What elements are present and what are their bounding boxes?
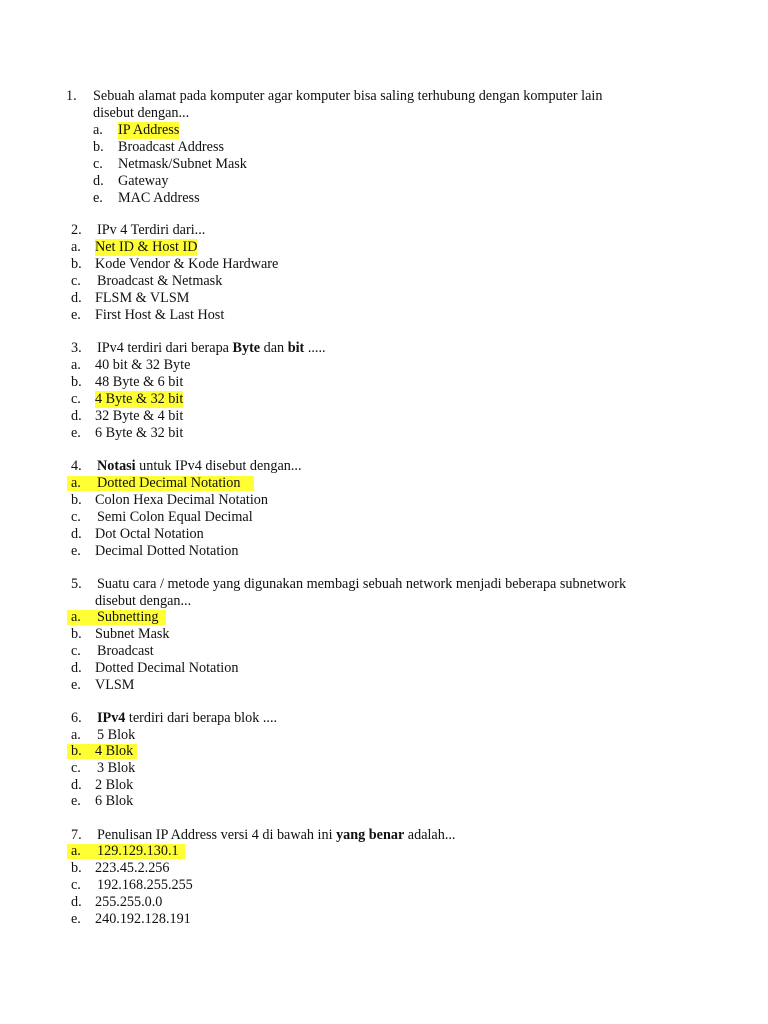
question-number: 6. [71, 710, 82, 726]
option-d: Dotted Decimal Notation [95, 660, 239, 676]
option-letter: e. [71, 307, 81, 323]
option-c: Semi Colon Equal Decimal [97, 509, 253, 525]
question-text: Notasi untuk IPv4 disebut dengan... [97, 458, 302, 474]
option-letter: b. [71, 492, 82, 508]
option-b: Broadcast Address [118, 139, 224, 155]
option-letter: a. [71, 727, 81, 743]
option-e: VLSM [95, 677, 135, 693]
option-letter: a. [71, 843, 81, 859]
option-c: Broadcast & Netmask [97, 273, 223, 289]
option-a: 5 Blok [97, 727, 136, 743]
question-number: 2. [71, 222, 82, 238]
option-b: Subnet Mask [95, 626, 170, 642]
option-c: 3 Blok [97, 760, 136, 776]
question-text: IPv 4 Terdiri dari... [97, 222, 206, 238]
option-a: 40 bit & 32 Byte [95, 357, 191, 373]
option-a-correct: Subnetting [97, 609, 159, 625]
option-letter: e. [71, 425, 81, 441]
option-b: Kode Vendor & Kode Hardware [95, 256, 279, 272]
option-a-correct: 129.129.130.1 [97, 843, 179, 859]
option-letter: c. [71, 391, 81, 407]
option-letter: c. [71, 509, 81, 525]
option-d: 2 Blok [95, 777, 134, 793]
option-letter: a. [71, 475, 81, 491]
option-letter: e. [71, 543, 81, 559]
option-letter: b. [93, 139, 104, 155]
option-e: MAC Address [118, 190, 200, 206]
option-letter: b. [71, 743, 82, 759]
option-letter: b. [71, 860, 82, 876]
question-text: Suatu cara / metode yang digunakan membagi sebuah network menjadi beberapa subnetwork [97, 576, 627, 592]
option-letter: d. [71, 777, 82, 793]
option-letter: d. [93, 173, 104, 189]
option-letter: d. [71, 290, 82, 306]
option-letter: c. [93, 156, 103, 172]
question-text: Penulisan IP Address versi 4 di bawah ini yang benar adalah... [97, 827, 456, 843]
option-d: Gateway [118, 173, 169, 189]
option-a-correct: Net ID & Host ID [95, 239, 198, 255]
question-number: 4. [71, 458, 82, 474]
question-number: 7. [71, 827, 82, 843]
option-letter: d. [71, 408, 82, 424]
option-e: 6 Blok [95, 793, 134, 809]
option-d: FLSM & VLSM [95, 290, 190, 306]
option-letter: a. [71, 239, 81, 255]
option-d: Dot Octal Notation [95, 526, 204, 542]
question-number: 1. [66, 88, 77, 104]
option-letter: e. [71, 793, 81, 809]
option-letter: c. [71, 273, 81, 289]
option-d: 32 Byte & 4 bit [95, 408, 184, 424]
option-letter: e. [93, 190, 103, 206]
option-letter: a. [71, 609, 81, 625]
option-a-correct: IP Address [118, 122, 180, 138]
option-letter: c. [71, 643, 81, 659]
question-text: Sebuah alamat pada komputer agar komputer bisa saling terhubung dengan komputer lain [93, 88, 603, 104]
option-letter: c. [71, 760, 81, 776]
question-number: 5. [71, 576, 82, 592]
option-letter: a. [71, 357, 81, 373]
option-e: Decimal Dotted Notation [95, 543, 239, 559]
option-d: 255.255.0.0 [95, 894, 163, 910]
option-e: 6 Byte & 32 bit [95, 425, 184, 441]
option-c: Broadcast [97, 643, 154, 659]
option-c: 192.168.255.255 [97, 877, 193, 893]
option-letter: d. [71, 894, 82, 910]
option-b-correct: 4 Blok [95, 743, 134, 759]
question-text-cont: disebut dengan... [93, 105, 190, 121]
option-e: First Host & Last Host [95, 307, 225, 323]
option-letter: e. [71, 911, 81, 927]
option-a-correct: Dotted Decimal Notation [97, 475, 241, 491]
option-b: 48 Byte & 6 bit [95, 374, 184, 390]
option-letter: a. [93, 122, 103, 138]
question-text-cont: disebut dengan... [95, 593, 192, 609]
option-letter: b. [71, 256, 82, 272]
option-letter: d. [71, 526, 82, 542]
question-text: IPv4 terdiri dari berapa Byte dan bit ..... [97, 340, 326, 356]
option-letter: d. [71, 660, 82, 676]
option-letter: b. [71, 626, 82, 642]
option-b: Colon Hexa Decimal Notation [95, 492, 268, 508]
option-b: 223.45.2.256 [95, 860, 170, 876]
option-letter: c. [71, 877, 81, 893]
option-letter: b. [71, 374, 82, 390]
question-number: 3. [71, 340, 82, 356]
question-text: IPv4 terdiri dari berapa blok .... [97, 710, 278, 726]
option-c: Netmask/Subnet Mask [118, 156, 247, 172]
option-e: 240.192.128.191 [95, 911, 191, 927]
option-c-correct: 4 Byte & 32 bit [95, 391, 184, 407]
option-letter: e. [71, 677, 81, 693]
